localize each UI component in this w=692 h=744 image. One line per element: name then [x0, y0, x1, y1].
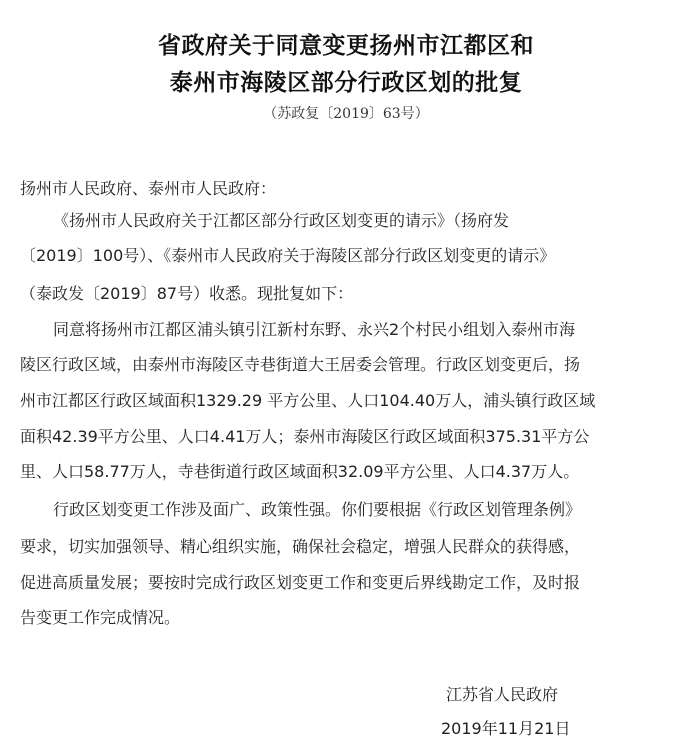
signature-date: 2019年11月21日	[441, 719, 571, 738]
paragraph-3-line: 告变更工作完成情况。	[20, 608, 181, 627]
paragraph-2-line: 州市江都区行政区域面积1329.29 平方公里、人口104.40万人，浦头镇行政区域	[20, 391, 596, 410]
paragraph-2-line: 同意将扬州市江都区浦头镇引江新村东野、永兴2个村民小组划入泰州市海	[53, 320, 576, 339]
document-number: （苏政复〔2019〕63号）	[263, 106, 429, 122]
paragraph-1-line: （泰政发〔2019〕87号）收悉。现批复如下：	[20, 284, 354, 303]
paragraph-1-line: 〔2019〕100号）、《泰州市人民政府关于海陵区部分行政区划变更的请示》	[20, 246, 556, 265]
document-title-line-1: 省政府关于同意变更扬州市江都区和	[158, 32, 534, 59]
document-title-line-2: 泰州市海陵区部分行政区划的批复	[169, 69, 523, 96]
salutation: 扬州市人民政府、泰州市人民政府：	[20, 179, 277, 198]
paragraph-1-line: 《扬州市人民政府关于江都区部分行政区划变更的请示》（扬府发	[53, 211, 510, 230]
signature-organization: 江苏省人民政府	[446, 685, 559, 704]
paragraph-3-line: 要求，切实加强领导、精心组织实施，确保社会稳定，增强人民群众的获得感，	[20, 537, 581, 556]
paragraph-2-line: 面积42.39平方公里、人口4.41万人；泰州市海陵区行政区域面积375.31平方公	[20, 427, 590, 446]
paragraph-2-line: 里、人口58.77万人，寺巷街道行政区域面积32.09平方公里、人口4.37万人。	[20, 462, 580, 481]
paragraph-2-line: 陵区行政区域，由泰州市海陵区寺巷街道大王居委会管理。行政区划变更后，扬	[20, 355, 581, 374]
paragraph-3-line: 行政区划变更工作涉及面广、政策性强。你们要根据《行政区划管理条例》	[53, 500, 582, 519]
paragraph-3-line: 促进高质量发展；要按时完成行政区划变更工作和变更后界线勘定工作，及时报	[20, 573, 581, 592]
